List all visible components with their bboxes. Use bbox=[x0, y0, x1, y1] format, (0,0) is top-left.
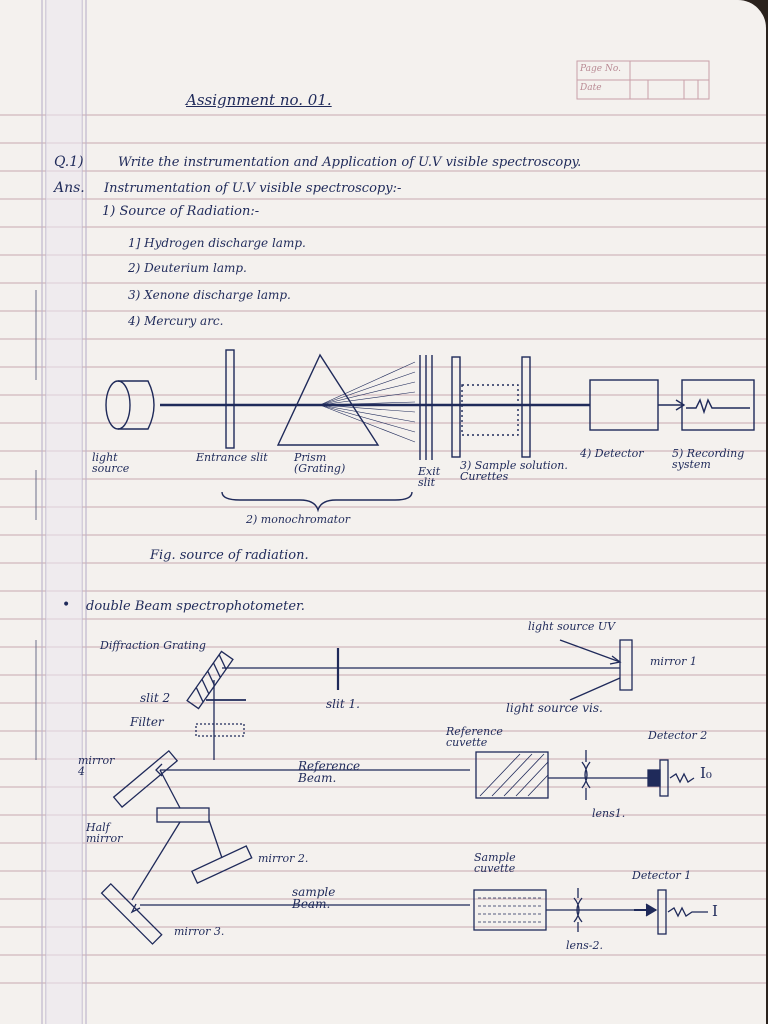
fig2-grating-label: Diffraction Grating bbox=[100, 639, 206, 652]
section2-title: double Beam spectrophotometer. bbox=[86, 599, 305, 614]
fig2-lens1-label: lens1. bbox=[592, 807, 626, 820]
page-no-label: Page No. bbox=[580, 64, 621, 74]
fig2-reference-beam-label: Reference Beam. bbox=[298, 759, 361, 785]
fig2-detector1-label: Detector 1 bbox=[632, 869, 692, 882]
fig2-sample-cuvette-label: Sample cuvette bbox=[474, 851, 516, 875]
fig2-mirror1-label: mirror 1 bbox=[650, 655, 697, 668]
fig2-mirror4-label: mirror 4 bbox=[78, 754, 115, 778]
fig1-caption: Fig. source of radiation. bbox=[150, 548, 309, 563]
fig2-slit2-label: slit 2 bbox=[140, 691, 171, 705]
fig2-reference-cuvette-label: Reference cuvette bbox=[446, 725, 503, 749]
source-item-4: 4) Mercury arc. bbox=[128, 314, 224, 328]
source-item-2: 2) Deuterium lamp. bbox=[128, 261, 247, 275]
fig2-io-label: I₀ bbox=[700, 764, 712, 782]
date-label: Date bbox=[580, 83, 602, 93]
fig2-lens2-label: lens-2. bbox=[566, 939, 603, 952]
source-item-3: 3) Xenone discharge lamp. bbox=[128, 288, 291, 302]
fig2-half-mirror-label: Half mirror bbox=[86, 821, 123, 845]
question-label: Q.1) bbox=[54, 154, 84, 170]
fig2-i-label: I bbox=[712, 902, 718, 920]
fig2-light-uv-label: light source UV bbox=[528, 620, 616, 633]
fig1-entrance-slit-label: Entrance slit bbox=[196, 451, 268, 464]
answer-heading: Instrumentation of U.V visible spectroscopy:- bbox=[104, 181, 402, 196]
fig1-prism-label: Prism (Grating) bbox=[294, 451, 346, 475]
fig2-slit1-label: slit 1. bbox=[326, 697, 360, 711]
fig2-sample-beam-label: sample Beam. bbox=[292, 885, 336, 911]
section2-bullet: • bbox=[62, 597, 71, 613]
fig2-mirror3-label: mirror 3. bbox=[174, 925, 225, 938]
answer-label: Ans. bbox=[54, 180, 85, 196]
fig2-light-vis-label: light source vis. bbox=[506, 701, 603, 715]
fig1-monochromator-label: 2) monochromator bbox=[246, 513, 350, 526]
fig2-mirror2-label: mirror 2. bbox=[258, 852, 309, 865]
fig1-detector-label: 4) Detector bbox=[580, 447, 644, 460]
fig1-sample-label: 3) Sample solution. Curettes bbox=[460, 459, 568, 483]
fig2-filter-label: Filter bbox=[130, 715, 164, 729]
source-item-1: 1] Hydrogen discharge lamp. bbox=[128, 236, 306, 250]
section-radiation: 1) Source of Radiation:- bbox=[102, 204, 260, 219]
fig2-detector2-label: Detector 2 bbox=[648, 729, 708, 742]
fig1-exit-slit-label: Exit slit bbox=[418, 465, 441, 489]
page-title: Assignment no. 01. bbox=[186, 91, 332, 109]
question-text: Write the instrumentation and Application of U.V visible spectroscopy. bbox=[118, 155, 582, 170]
fig1-recording-label: 5) Recording system bbox=[672, 447, 745, 471]
fig1-light-source-label: light source bbox=[92, 451, 130, 475]
